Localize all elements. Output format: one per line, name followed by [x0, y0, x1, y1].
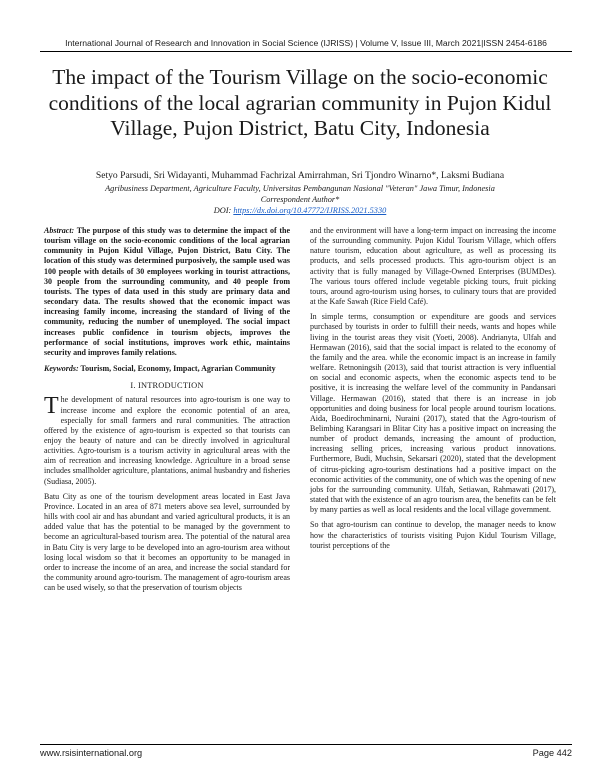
right-paragraph-3: So that agro-tourism can continue to develop, the manager needs to know how the characteristics of tourists visiting Pujon Kidul Tourism Village, tourist perceptions of the [310, 520, 556, 550]
left-column [44, 226, 290, 598]
corresponding-note: Correspondent Author* [260, 195, 340, 204]
footer-website: www.rsisinternational.org [40, 748, 143, 758]
page-footer [40, 744, 572, 758]
page-number: Page 442 [532, 748, 572, 758]
intro-paragraph-2: Batu City as one of the tourism development areas located in East Java Province. Located in an area of 871 meters above sea level, surrounded by hills with cool air and has abundant and varied agricultural products, it is an added value that has the potential to be managed by the government to become an agricultural-based tourism area. The potential of the natural area in Batu City is very large to be developed into an agro-tourism area without losing local wisdom so that it becomes an opportunity to be managed in order to increase the income of an area, and increase the social standard for the community around agro-tourism. The management of agro-tourism areas can be used wisely, so that the preservation of tourism objects [44, 491, 290, 593]
abstract-label: Abstract: [44, 226, 75, 235]
keywords [44, 364, 290, 374]
right-paragraph-2: In simple terms, consumption or expenditure are goods and services purchased by tourists in order to fulfill their needs, wants and hopes while living in the tourist areas they visit (Yoeti, 2008). Andrianyta, Ulfah and Hermawan (2016), said that the social impact is related to the economy of the family and the area. while the economic impact is an increase in family welfare. Retnoningsih (2013), said that tourist attraction is very influential on social and economic aspects, when the economic aspects tend to be positive, it is increasing the welfare level of the community in Pandansari Village. Hermawan (2016), stated that there is an increase in job opportunities and doing business for local people around tourism locations. Aida, Boedirochminarni, Nuraini (2017), stated that the Agro-tourism of Belimbing Karangsari in Blitar City has a positive impact on increasing the number of product demands, increasing the amount of production, increasing selling prices, increasing various product innovations. Furthermore, Budi, Muchsin, Sekarsari (2020), stated that the development of citrus-picking agro-tourism destinations had a positive impact on the economic activities of the community, one of which was the opening of new jobs for the surrounding community. Ulfah, Setiawan, Rahmawati (2017), stated that with the existence of an agro tourism area, the benefits can be felt by many parties as well as local residents and the local village government. [310, 312, 556, 515]
intro-paragraph-1-text: he development of natural resources into agro-tourism is one way to increase income and explore the economic potential of an area, especially for small farmers and rural communities. The attraction offered by the existence of agro-tourism is expected so that tourists can enjoy the beauty of nature and can be directly involved in agricultural activities. Agro-tourism is a tourism activity in agricultural areas with the aim of recreation and increasing knowledge. Agriculture in a broad sense includes smallholder agriculture, plantations, animal husbandry and fisheries (Sudiasa, 2005). [44, 395, 290, 486]
author-list: Setyo Parsudi, Sri Widayanti, Muhammad Fachrizal Amirrahman, Sri Tjondro Winarno*, Laksmi Budiana [95, 170, 505, 181]
keywords-label: Keywords: [44, 364, 79, 374]
affiliation: Agribusiness Department, Agriculture Faculty, Universitas Pembangunan Nasional "Veteran" Jawa Timur, Indonesia [105, 184, 495, 193]
keywords-text: Tourism, Social, Economy, Impact, Agrarian Community [78, 364, 276, 374]
abstract-text: The purpose of this study was to determine the impact of the tourism village on the socio-economic conditions of the local agrarian community in Pujon Kidul Village, Pujon District, Batu City. The location of this study was determined purposively, the sample used was 100 people with details of 30 employees working in tourist attractions, 30 people from the surrounding community, and 40 people from tourists. The types of data used in this study are primary data and secondary data. The results showed that the economic impact was increasing family income, increasing the standard of living of the community, reducing the number of unemployed. The social impact increases public confidence in tourism objects, improves the performance of social institutions, improves work ethic, maintains security and improves family relations. [44, 226, 290, 357]
right-paragraph-1: and the environment will have a long-term impact on increasing the income of the surrounding community. Pujon Kidul Tourism Village, which offers nature tourism, education about agriculture, as well as processing its products, and sells processed products. This agro-tourism object is an activity that is fully managed by Village-Owned Enterprises (BUMDes). The various tours offered include vegetable picking tours, fruit picking tours, around agro-tourism using horses, to culinary tours that are provided at the Kafe Sawah (Rice Field Café). [310, 226, 556, 307]
doi-label: DOI: [213, 206, 234, 215]
journal-header: International Journal of Research and Innovation in Social Science (IJRISS) | Volume V, Issue III, March 2021|ISSN 2454-6186 [40, 38, 572, 52]
abstract [44, 226, 290, 358]
right-column [310, 226, 556, 556]
section-heading: I. INTRODUCTION [130, 381, 204, 391]
intro-paragraph-1 [44, 395, 290, 486]
paper-title: The impact of the Tourism Village on the socio-economic conditions of the local agrarian community in Pujon Kidul Village, Pujon District, Batu City, Indonesia [48, 65, 552, 140]
doi-link[interactable]: https://dx.doi.org/10.47772/IJRISS.2021.5330 [233, 206, 387, 215]
doi-line [40, 206, 560, 215]
drop-cap: T [44, 393, 59, 420]
